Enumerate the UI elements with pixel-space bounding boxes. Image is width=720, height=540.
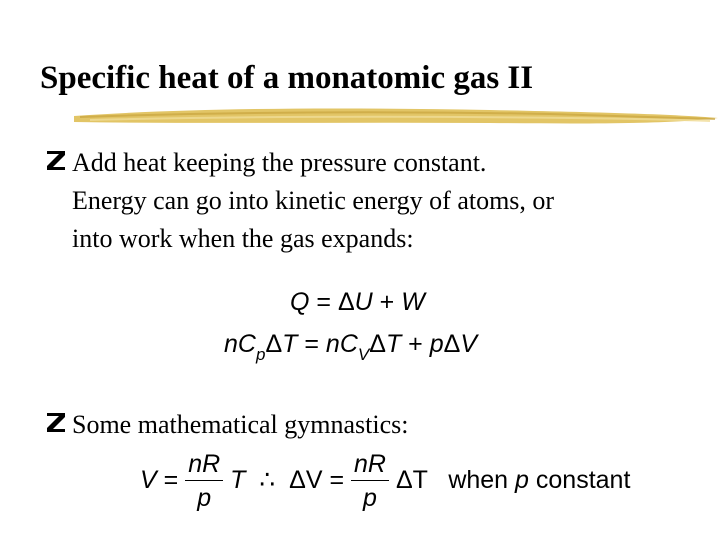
when-label: when (448, 466, 509, 495)
fraction-numerator: nR (351, 452, 389, 481)
bullet-text-continuation: Energy can go into kinetic energy of atoms, or (72, 186, 555, 215)
eq-symbol: ΔV (289, 466, 323, 495)
therefore-symbol: ∴ (259, 466, 276, 495)
constant-label: constant (535, 466, 631, 495)
equation-heat-balance: $nC_p\Delta T = nC_V\Delta T + p\Delta V$ (224, 330, 478, 364)
fraction-denominator: p (197, 484, 212, 512)
slide-title: Specific heat of a monatomic gas II (40, 60, 534, 96)
eq-symbol: V (140, 466, 157, 495)
equation-first-law: Q = ΔU + W (290, 288, 425, 316)
fraction-denominator: p (363, 484, 377, 512)
title-underline-brushstroke (70, 104, 720, 130)
equation-ideal-gas-derivation (140, 452, 630, 511)
bullet-text-continuation: into work when the gas expands: (72, 224, 414, 253)
eq-symbol: T (230, 466, 246, 495)
fraction-numerator: nR (185, 452, 223, 481)
bullet-text: Some mathematical gymnastics: (72, 410, 409, 439)
fraction-nR-over-p (351, 452, 389, 511)
eq-symbol: ΔT (395, 466, 428, 495)
fraction-nR-over-p (185, 452, 223, 511)
eq-symbol: p (515, 466, 529, 495)
eq-equals: = (163, 466, 179, 495)
z-bullet-icon (44, 148, 68, 172)
z-bullet-icon (44, 410, 68, 434)
eq-equals: = (329, 466, 345, 495)
bullet-text: Add heat keeping the pressure constant. (72, 148, 487, 177)
